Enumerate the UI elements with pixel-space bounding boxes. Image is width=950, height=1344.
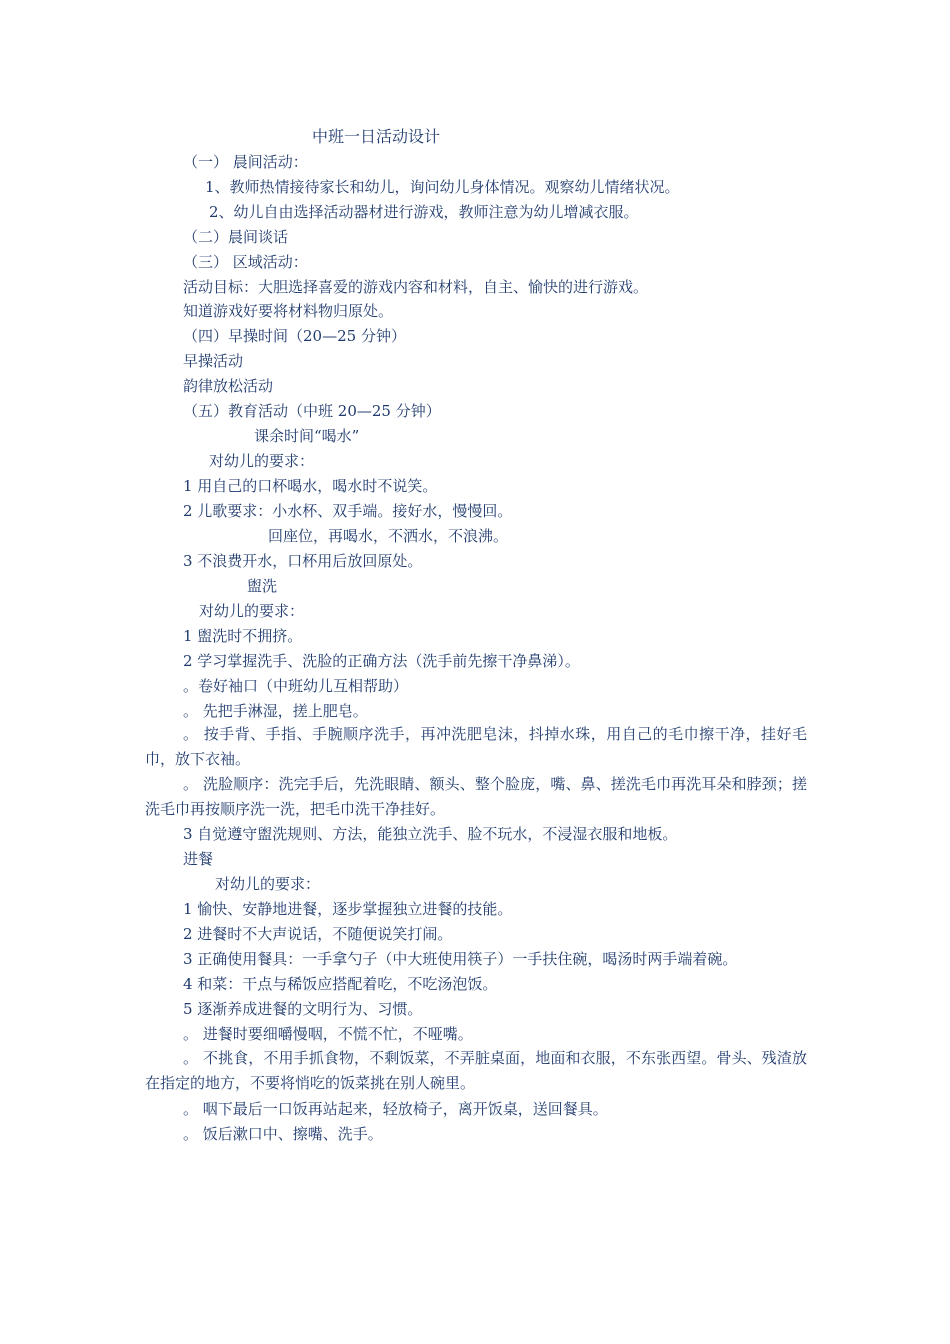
list-item: 。 先把手淋湿，搓上肥皂。 (183, 702, 368, 720)
list-item: 2 进餐时不大声说话，不随便说笑打闹。 (183, 925, 453, 943)
section-heading: （五）教育活动（中班 20—25 分钟） (183, 402, 441, 420)
paragraph: 活动目标：大胆选择喜爱的游戏内容和材料，自主、愉快的进行游戏。 (183, 278, 649, 296)
paragraph: 1、教师热情接待家长和幼儿，询问幼儿身体情况。观察幼儿情绪状况。 (205, 178, 680, 196)
list-item: 。 进餐时要细嚼慢咽，不慌不忙，不哑嘴。 (183, 1025, 473, 1043)
paragraph: 韵律放松活动 (183, 377, 274, 395)
paragraph: 。 按手背、手指、手腕顺序洗手，再冲洗肥皂沫，抖掉水珠，用自己的毛巾擦干净，挂好毛巾，放下衣袖。 (145, 725, 807, 768)
subheading: 进餐 (183, 850, 214, 868)
list-item: 。 饭后漱口中、擦嘴、洗手。 (183, 1125, 383, 1143)
paragraph: 回座位，再喝水，不洒水，不浪沸。 (268, 527, 509, 545)
list-item: 3 不浪费开水，口杯用后放回原处。 (183, 552, 423, 570)
paragraph: 2、幼儿自由选择活动器材进行游戏，教师注意为幼儿增减衣服。 (209, 203, 639, 221)
paragraph: 。 不挑食，不用手抓食物，不剩饭菜，不弄脏桌面，地面和衣服，不东张西望。骨头、残渣放在指定的地方，不要将悄吃的饭菜挑在别人碗里。 (145, 1049, 807, 1092)
list-item: 2 学习掌握洗手、洗脸的正确方法（洗手前先擦干净鼻涕）。 (183, 652, 580, 670)
section-heading: （四）早操时间（20—25 分钟） (183, 327, 406, 345)
list-item: 1 愉快、安静地进餐，逐步掌握独立进餐的技能。 (183, 900, 513, 918)
list-item: 1 用自己的口杯喝水，喝水时不说笑。 (183, 477, 438, 495)
paragraph: 知道游戏好要将材料物归原处。 (183, 302, 394, 320)
paragraph: 。 洗脸顺序：洗完手后，先洗眼睛、额头、整个脸庞，嘴、鼻、搓洗毛巾再洗耳朵和脖颈；搓洗毛巾再按顺序洗一洗，把毛巾洗干净挂好。 (145, 775, 807, 818)
list-item: 1 盥洗时不拥挤。 (183, 627, 303, 645)
paragraph: 早操活动 (183, 352, 244, 370)
paragraph: 对幼儿的要求： (199, 602, 305, 620)
list-item: 3 自觉遵守盥洗规则、方法，能独立洗手、脸不玩水，不浸湿衣服和地板。 (183, 825, 678, 843)
section-heading: （二）晨间谈话 (183, 228, 289, 246)
list-item: 2 儿歌要求：小水杯、双手端。接好水，慢慢回。 (183, 502, 513, 520)
paragraph: 对幼儿的要求： (215, 875, 321, 893)
paragraph: 对幼儿的要求： (209, 452, 315, 470)
list-item: 5 逐渐养成进餐的文明行为、习惯。 (183, 1000, 423, 1018)
list-item: 。卷好袖口（中班幼儿互相帮助） (183, 677, 409, 695)
document-title: 中班一日活动设计 (312, 127, 441, 146)
section-heading: （三） 区域活动： (183, 253, 308, 271)
section-heading: （一） 晨间活动： (183, 153, 308, 171)
list-item: 。 咽下最后一口饭再站起来，轻放椅子，离开饭桌，送回餐具。 (183, 1100, 608, 1118)
subheading: 课余时间“喝水” (254, 427, 360, 445)
list-item: 4 和菜：干点与稀饭应搭配着吃，不吃汤泡饭。 (183, 975, 498, 993)
list-item: 3 正确使用餐具：一手拿勺子（中大班使用筷子）一手扶住碗，喝汤时两手端着碗。 (183, 950, 738, 968)
subheading: 盥洗 (247, 577, 278, 595)
